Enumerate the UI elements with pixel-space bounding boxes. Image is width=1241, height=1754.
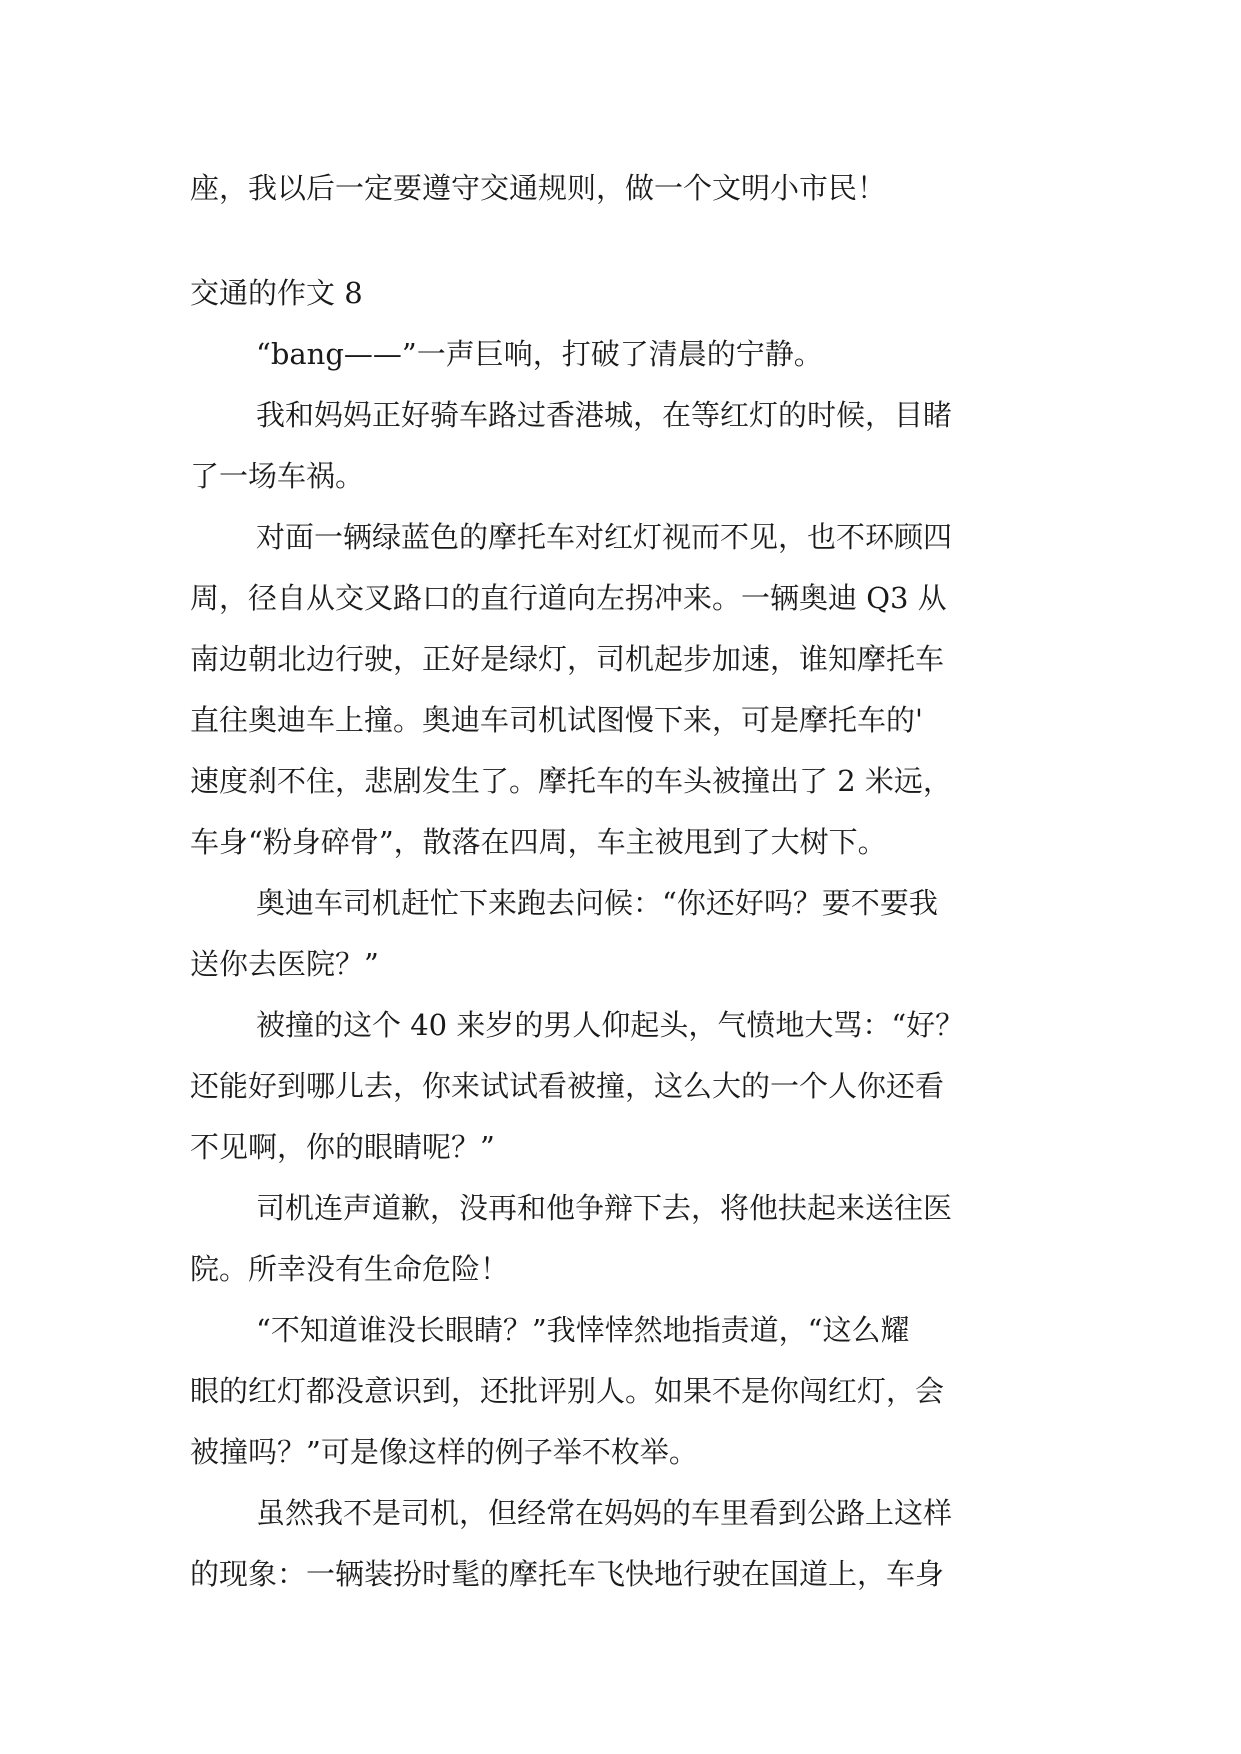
- text-line: “不知道谁没长眼睛？”我悻悻然地指责道，“这么耀: [256, 1313, 910, 1347]
- text-line: 的现象：一辆装扮时髦的摩托车飞快地行驶在国道上，车身: [190, 1557, 945, 1591]
- text-line: 院。所幸没有生命危险！: [190, 1252, 510, 1286]
- text-line: 司机连声道歉，没再和他争辩下去，将他扶起来送往医: [256, 1191, 953, 1225]
- text-line: 被撞吗？”可是像这样的例子举不枚举。: [190, 1435, 698, 1469]
- text-line: 还能好到哪儿去，你来试试看被撞，这么大的一个人你还看: [190, 1069, 945, 1103]
- document-page: [190, 158, 1056, 1605]
- text-line: 不见啊，你的眼睛呢？”: [190, 1130, 495, 1164]
- text-line: 眼的红灯都没意识到，还批评别人。如果不是你闯红灯，会: [190, 1374, 945, 1408]
- essay-body: [190, 324, 1056, 1605]
- intro-line: 座，我以后一定要遵守交通规则，做一个文明小市民！: [190, 171, 887, 205]
- text-line: 车身“粉身碎骨”，散落在四周，车主被甩到了大树下。: [190, 825, 887, 859]
- paragraph-gap: [190, 219, 1056, 263]
- text-line: 周，径自从交叉路口的直行道向左拐冲来。一辆奥迪 Q3 从: [190, 581, 947, 615]
- text-line: “bang——”一声巨响，打破了清晨的宁静。: [256, 337, 823, 371]
- text-line: 我和妈妈正好骑车路过香港城，在等红灯的时候，目睹: [256, 398, 953, 432]
- text-line: 送你去医院？”: [190, 947, 379, 981]
- text-line: 对面一辆绿蓝色的摩托车对红灯视而不见，也不环顾四: [256, 520, 953, 554]
- section-title: 交通的作文 8: [190, 276, 363, 310]
- text-line: 了一场车祸。: [190, 459, 365, 493]
- text-line: 奥迪车司机赶忙下来跑去问候：“你还好吗？要不要我: [256, 886, 938, 920]
- text-line: 直往奥迪车上撞。奥迪车司机试图慢下来，可是摩托车的': [190, 703, 923, 737]
- text-line: 虽然我不是司机，但经常在妈妈的车里看到公路上这样: [256, 1496, 953, 1530]
- text-line: 速度刹不住，悲剧发生了。摩托车的车头被撞出了 2 米远，: [190, 764, 952, 798]
- text-line: 被撞的这个 40 来岁的男人仰起头，气愤地大骂：“好？: [256, 1008, 965, 1042]
- text-line: 南边朝北边行驶，正好是绿灯，司机起步加速，谁知摩托车: [190, 642, 945, 676]
